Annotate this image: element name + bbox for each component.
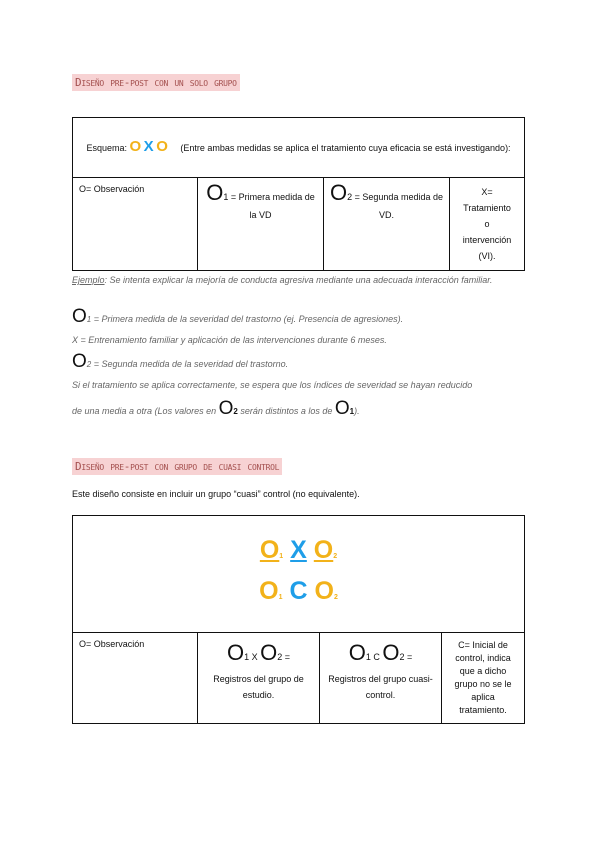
obs2-text: O= Observación [79, 639, 145, 649]
obs-cell [73, 178, 198, 271]
study-cell-eq: = [284, 652, 291, 662]
design1-table [72, 117, 525, 271]
control-o1-sub: 1 [278, 594, 283, 601]
example-o2-text: = Segunda medida de la severidad del trastorno. [91, 359, 289, 369]
example-o2-symbol: O [72, 351, 87, 372]
o2-description: = Segunda medida de VD. [354, 192, 443, 220]
o2-subscript: 2 [347, 192, 353, 202]
conclusion-part-b: serán distintos a los de [237, 406, 335, 416]
o1-symbol: O [206, 180, 224, 205]
study-o1-sub: 1 [279, 553, 284, 560]
ctrl-cell-text: Registros del grupo cuasi-control. [328, 674, 433, 700]
study-cell [198, 633, 320, 724]
formula-row-control [74, 574, 523, 619]
formula-cell [73, 516, 525, 633]
o2-symbol: O [330, 180, 348, 205]
ctrl-cell-o2: O [382, 640, 400, 665]
example-intro-text: : Se intenta explicar la mejoría de conducta agresiva mediante una adecuada interacción familiar. [104, 275, 493, 285]
ctrl-formula [324, 639, 437, 671]
o1-subscript: 1 [223, 192, 229, 202]
conclusion-o2-symbol: O [218, 398, 234, 419]
example-conclusion-2 [72, 398, 532, 420]
ctrl-cell-o1: O [348, 640, 366, 665]
example-label: Ejemplo [72, 275, 105, 285]
study-o1: O [259, 536, 280, 564]
formula-row-study [74, 529, 523, 574]
section2-intro: Este diseño consiste en incluir un grupo “cuasi” control (no equivalente). [72, 489, 360, 499]
schema-o1: O [129, 138, 142, 155]
example-x-line: X = Entrenamiento familiar y aplicación de las intervenciones durante 6 meses. [72, 335, 387, 345]
control-o1: O [259, 577, 279, 605]
study-o2: O [313, 536, 334, 564]
o2-cell [324, 178, 450, 271]
conclusion-o2-subscript: 2 [233, 407, 238, 416]
conclusion-part-c: ). [354, 406, 360, 416]
schema-x: X [143, 138, 154, 155]
example-intro [72, 272, 532, 288]
ctrl-cell-sub2: 2 [399, 652, 405, 662]
ctrl-cell-c: C [373, 652, 380, 662]
conclusion-o1-subscript: 1 [349, 407, 355, 416]
o1-description: = Primera medida de la VD [230, 192, 315, 220]
design2-table [72, 515, 525, 724]
control-o2-sub: 2 [333, 594, 338, 601]
example-o1-line [72, 306, 532, 328]
example-o2-subscript: 2 [86, 360, 92, 369]
control-c: C [289, 577, 308, 605]
o1-cell [198, 178, 324, 271]
x-description: X= Tratamiento o intervención (VI). [462, 187, 512, 261]
study-cell-sub1: 1 [244, 652, 250, 662]
study-formula [202, 639, 315, 671]
example-o1-symbol: O [72, 306, 87, 327]
schema-label: Esquema: [86, 143, 127, 153]
x-cell [450, 178, 525, 271]
c-cell [442, 633, 525, 724]
schema-cell [73, 118, 525, 178]
section1-heading: Diseño pre-post con un solo grupo [72, 74, 240, 91]
ctrl-cell-sub1: 1 [365, 652, 371, 662]
study-o2-sub: 2 [333, 553, 338, 560]
example-o1-text: = Primera medida de la severidad del trastorno (ej. Presencia de agresiones). [93, 314, 404, 324]
section2-heading: Diseño pre-post con grupo de cuasi control [72, 458, 282, 475]
conclusion-o1-symbol: O [334, 398, 350, 419]
study-x: X [290, 536, 307, 564]
control-o2: O [314, 577, 334, 605]
study-cell-text: Registros del grupo de estudio. [213, 674, 304, 700]
study-cell-o1: O [226, 640, 245, 665]
study-cell-sub2: 2 [277, 652, 283, 662]
study-cell-x: X [251, 652, 258, 662]
obs2-cell [73, 633, 198, 724]
schema-o2: O [156, 138, 168, 155]
c-cell-text: C= Inicial de control, indica que a dicho grupo no se le aplica tratamiento. [454, 640, 512, 715]
ctrl-cell-eq: = [407, 652, 413, 662]
example-conclusion-1: Si el tratamiento se aplica correctamente, se espera que los índices de severidad se hayan reducido [72, 380, 473, 390]
example-o2-line [72, 351, 532, 373]
example-o1-subscript: 1 [86, 315, 92, 324]
schema-note: (Entre ambas medidas se aplica el tratamiento cuya eficacia se está investigando): [180, 143, 511, 153]
obs-text: O= Observación [79, 184, 145, 194]
study-cell-o2: O [260, 640, 278, 665]
conclusion-part-a: de una media a otra (Los valores en [72, 406, 219, 416]
ctrl-cell [320, 633, 442, 724]
